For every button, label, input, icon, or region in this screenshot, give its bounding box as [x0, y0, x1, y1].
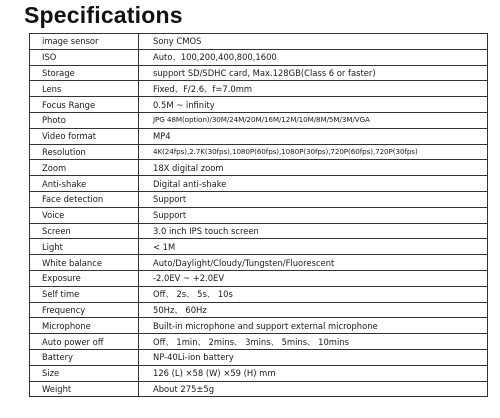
table-row — [30, 302, 488, 318]
spec-label: Storage — [30, 65, 139, 81]
spec-value: About 275±5g — [139, 381, 488, 397]
table-row — [30, 381, 488, 397]
table-row — [30, 318, 488, 334]
table-row — [30, 160, 488, 176]
spec-value: Auto/Daylight/Cloudy/Tungsten/Fluorescent — [139, 255, 488, 271]
table-row — [30, 34, 488, 50]
spec-value: NP-40Li-ion battery — [139, 349, 488, 365]
table-row — [30, 81, 488, 97]
spec-label: Frequency — [30, 302, 139, 318]
table-row — [30, 239, 488, 255]
spec-label: Exposure — [30, 270, 139, 286]
table-row — [30, 128, 488, 144]
spec-label: Video format — [30, 128, 139, 144]
spec-label: Screen — [30, 223, 139, 239]
spec-label: Auto power off — [30, 334, 139, 350]
spec-label: Anti-shake — [30, 176, 139, 192]
spec-label: Lens — [30, 81, 139, 97]
table-row — [30, 365, 488, 381]
spec-label: Light — [30, 239, 139, 255]
spec-value: Support — [139, 191, 488, 207]
table-row — [30, 112, 488, 128]
spec-label: Face detection — [30, 191, 139, 207]
spec-value: Built-in microphone and support external microphone — [139, 318, 488, 334]
spec-value: Off、 2s、 5s、 10s — [139, 286, 488, 302]
spec-label: White balance — [30, 255, 139, 271]
spec-value: Digital anti-shake — [139, 176, 488, 192]
spec-label: Size — [30, 365, 139, 381]
spec-value: MP4 — [139, 128, 488, 144]
spec-value: Support — [139, 207, 488, 223]
spec-value: 0.5M ~ infinity — [139, 97, 488, 113]
table-row — [30, 65, 488, 81]
table-row — [30, 176, 488, 192]
spec-value: JPG 48M(option)/30M/24M/20M/16M/12M/10M/8M/5M/3M/VGA — [139, 112, 488, 128]
spec-value: < 1M — [139, 239, 488, 255]
page-title: Specifications — [24, 2, 183, 28]
spec-label: Self time — [30, 286, 139, 302]
spec-value: -2.0EV ~ +2.0EV — [139, 270, 488, 286]
spec-value: Auto、100,200,400,800,1600 — [139, 49, 488, 65]
table-row — [30, 255, 488, 271]
spec-value: 18X digital zoom — [139, 160, 488, 176]
table-row — [30, 144, 488, 160]
spec-label: ISO — [30, 49, 139, 65]
spec-label: Voice — [30, 207, 139, 223]
spec-label: Microphone — [30, 318, 139, 334]
spec-label: Resolution — [30, 144, 139, 160]
spec-label: image sensor — [30, 34, 139, 50]
spec-value: Sony CMOS — [139, 34, 488, 50]
table-row — [30, 349, 488, 365]
spec-value: Off、 1min、 2mins、 3mins、 5mins、 10mins — [139, 334, 488, 350]
table-row — [30, 97, 488, 113]
spec-value: Fixed、F/2.6、f=7.0mm — [139, 81, 488, 97]
spec-value: 50Hz、 60Hz — [139, 302, 488, 318]
spec-value: 3.0 inch IPS touch screen — [139, 223, 488, 239]
spec-value: support SD/SDHC card, Max.128GB(Class 6 or faster) — [139, 65, 488, 81]
spec-value: 126 (L) ×58 (W) ×59 (H) mm — [139, 365, 488, 381]
spec-label: Photo — [30, 112, 139, 128]
table-row — [30, 334, 488, 350]
table-row — [30, 286, 488, 302]
table-row — [30, 49, 488, 65]
specifications-table — [29, 33, 488, 397]
spec-label: Zoom — [30, 160, 139, 176]
spec-value: 4K(24fps),2.7K(30fps),1080P(60fps),1080P(30fps),720P(60fps),720P(30fps) — [139, 144, 488, 160]
spec-label: Weight — [30, 381, 139, 397]
table-row — [30, 223, 488, 239]
table-row — [30, 191, 488, 207]
spec-label: Focus Range — [30, 97, 139, 113]
table-row — [30, 207, 488, 223]
table-row — [30, 270, 488, 286]
spec-label: Battery — [30, 349, 139, 365]
